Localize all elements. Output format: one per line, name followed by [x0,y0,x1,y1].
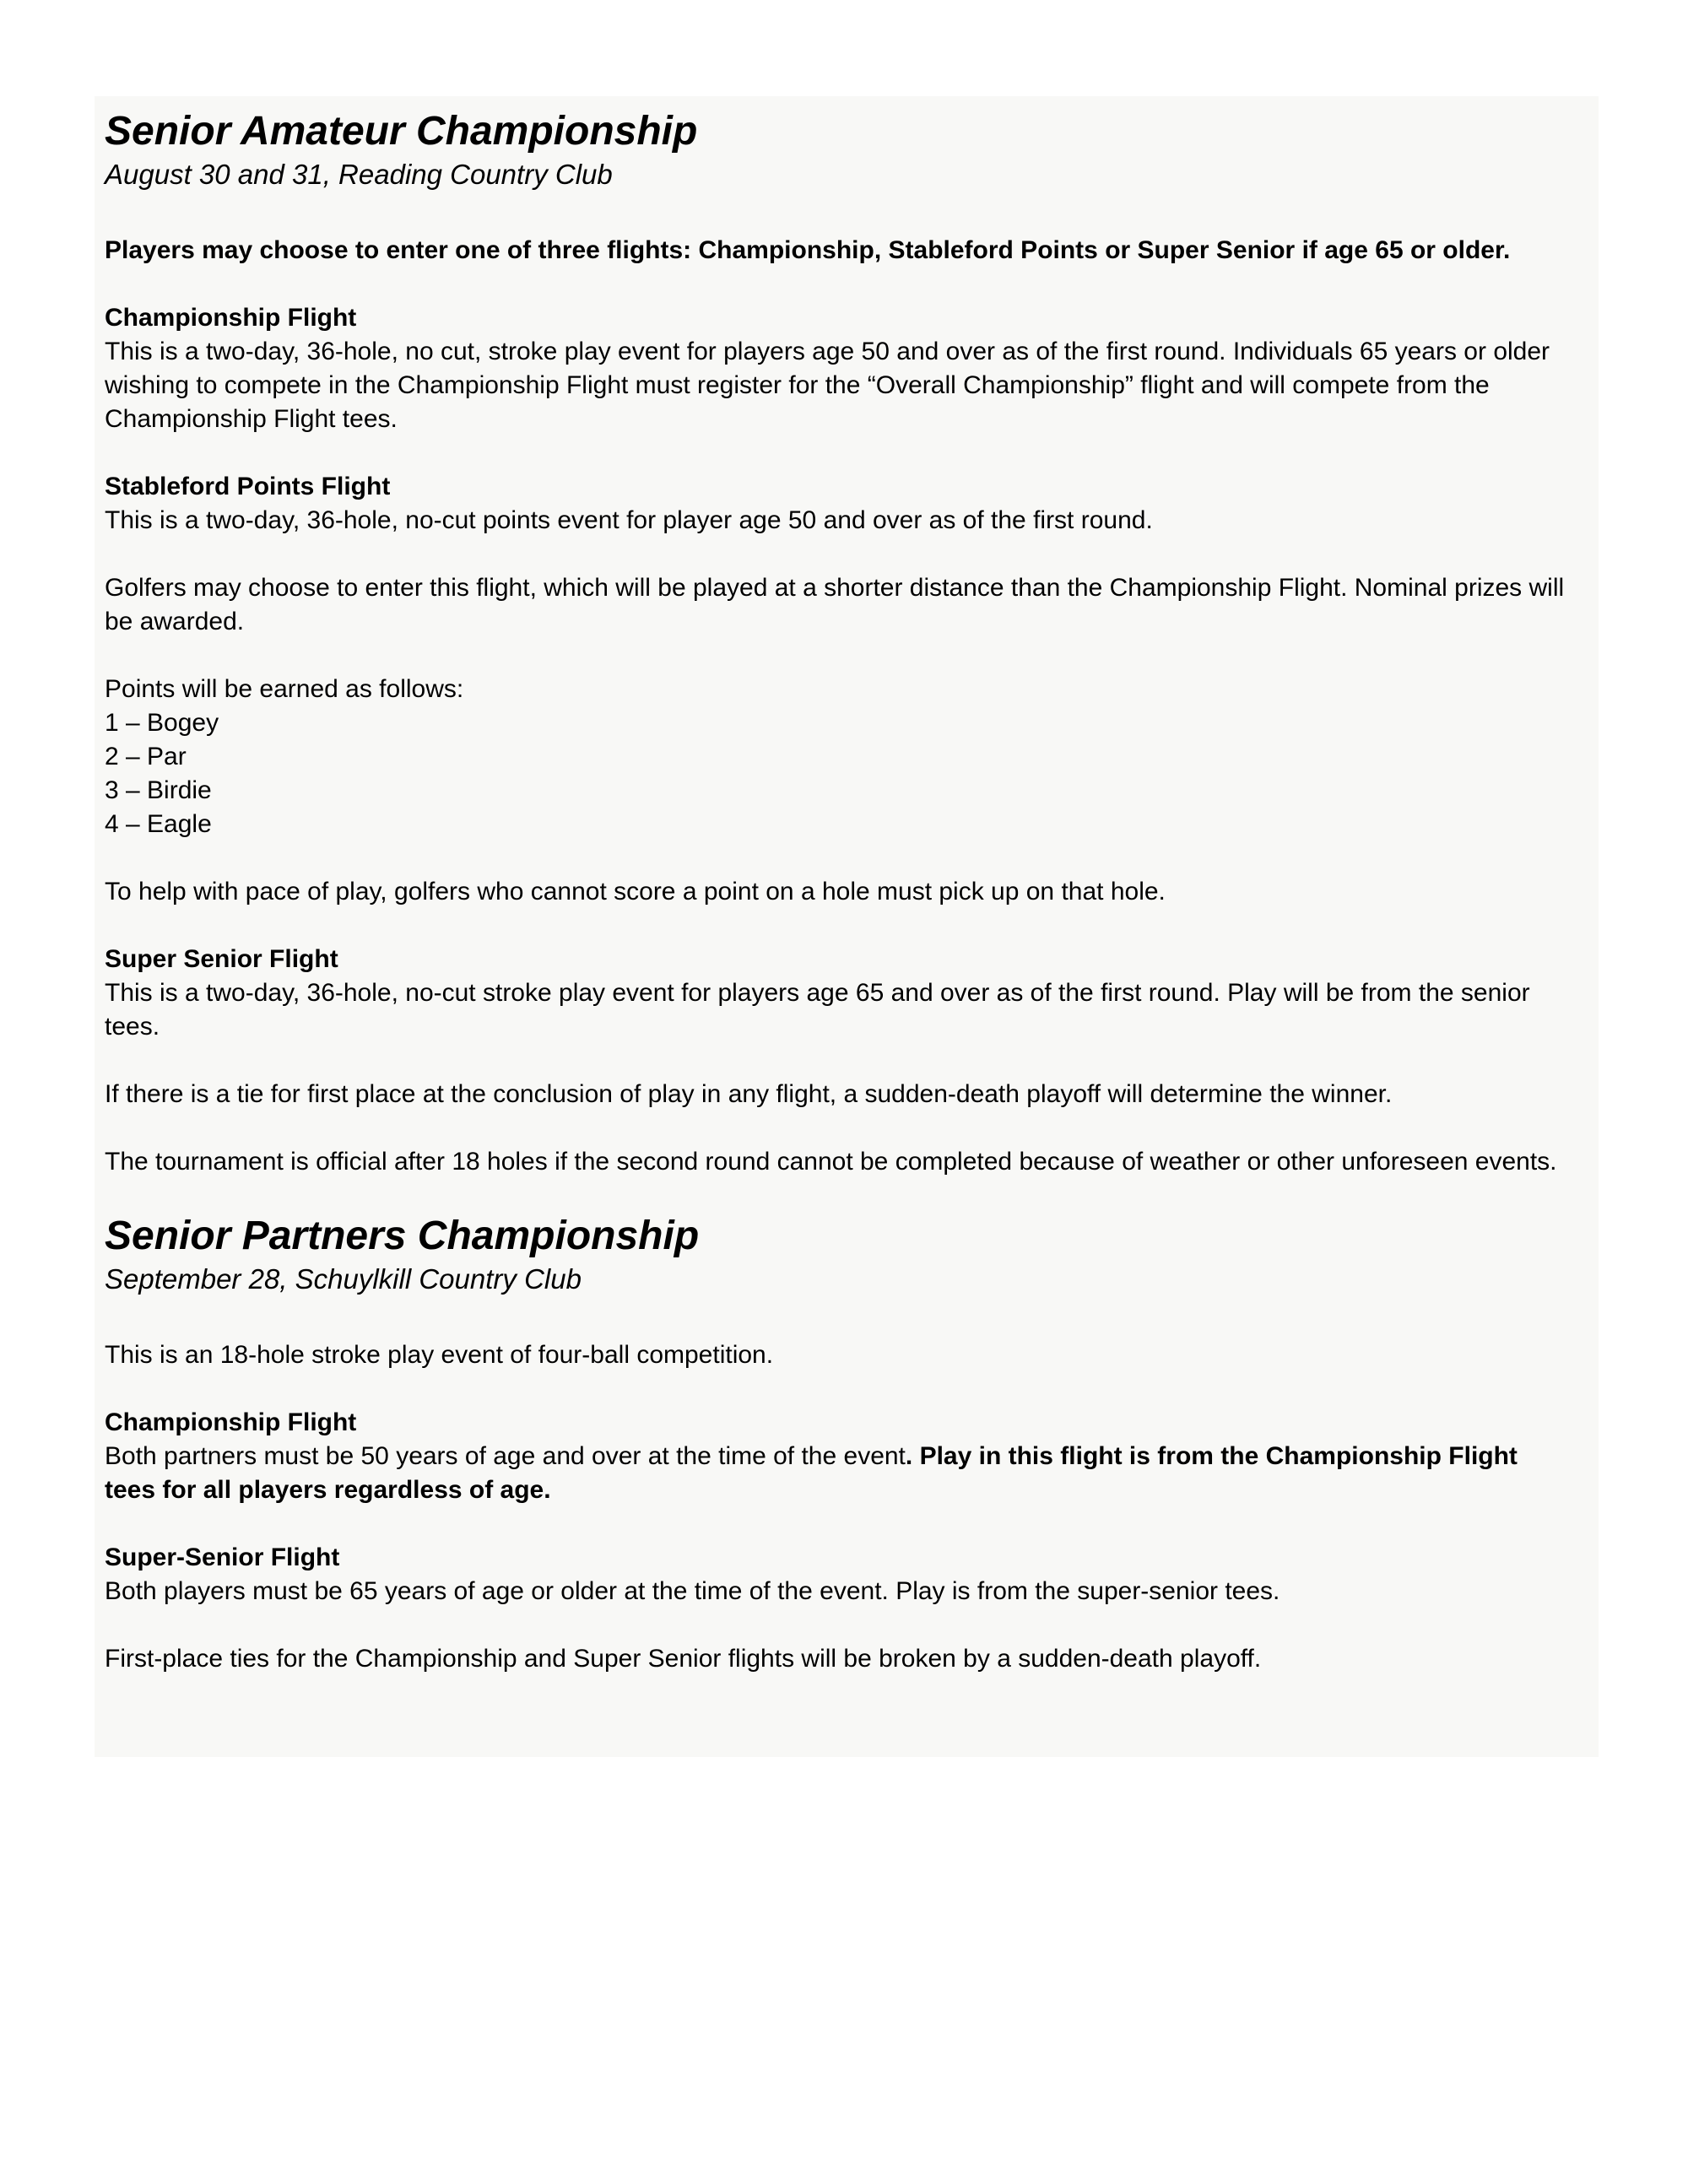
tie-playoff-paragraph: If there is a tie for first place at the conclusion of play in any flight, a sudden-death playoff will determine the winner. [105,1079,1393,1108]
points-list [105,673,1572,841]
pace-of-play-paragraph: To help with pace of play, golfers who cannot score a point on a hole must pick up on that hole. [105,877,1166,905]
partners-championship-text-normal: Both partners must be 50 years of age and over at the time of the event [105,1441,906,1470]
partners-championship-flight-paragraph [105,1440,1572,1507]
super-senior-flight-heading: Super Senior Flight [105,944,338,973]
partners-championship-flight-heading: Championship Flight [105,1408,357,1436]
stableford-flight-paragraph-2: Golfers may choose to enter this flight, which will be played at a shorter distance than the Championship Flight. Nominal prizes will be awarded. [105,573,1565,635]
super-senior-flight-paragraph: This is a two-day, 36-hole, no-cut stroke play event for players age 65 and over as of the first round. Play will be from the senior tees. [105,978,1530,1041]
document-body [105,108,1572,1676]
points-list-item-birdie: 3 – Birdie [105,776,212,804]
section1-title: Senior Amateur Championship [105,109,698,154]
stableford-points-flight-heading: Stableford Points Flight [105,472,391,500]
points-list-item-par: 2 – Par [105,742,187,770]
section2-subtitle: September 28, Schuylkill Country Club [105,1262,582,1295]
weather-official-paragraph: The tournament is official after 18 holes if the second round cannot be completed because of weather or other unforeseen events. [105,1147,1557,1176]
section1-intro-paragraph: Players may choose to enter one of three flights: Championship, Stableford Points or Super Senior if age 65 or older. [105,235,1511,264]
points-list-intro: Points will be earned as follows: [105,674,464,703]
section2-intro-paragraph: This is an 18-hole stroke play event of four-ball competition. [105,1340,774,1369]
section1-subtitle: August 30 and 31, Reading Country Club [105,159,613,191]
championship-flight-paragraph: This is a two-day, 36-hole, no cut, stroke play event for players age 50 and over as of the first round. Individuals 65 years or older wishing to compete in the Championship Flight must register for the “Overall Championship” flight and will compete from the Championship Flight tees. [105,337,1550,433]
championship-flight-heading: Championship Flight [105,303,357,332]
partners-super-senior-flight-paragraph: Both players must be 65 years of age or older at the time of the event. Play is from the super-senior tees. [105,1576,1280,1605]
partners-super-senior-flight-heading: Super-Senior Flight [105,1543,340,1571]
document-sheet [95,96,1599,1757]
partners-championship-text-bold: . Play in this flight is from the Championship Flight tees for all players regardless of age. [105,1441,1518,1504]
stableford-flight-paragraph-1: This is a two-day, 36-hole, no-cut points event for player age 50 and over as of the first round. [105,505,1153,534]
points-list-item-eagle: 4 – Eagle [105,809,212,838]
section2-title: Senior Partners Championship [105,1213,700,1258]
points-list-item-bogey: 1 – Bogey [105,708,219,737]
first-place-ties-paragraph: First-place ties for the Championship and Super Senior flights will be broken by a sudden-death playoff. [105,1644,1262,1673]
